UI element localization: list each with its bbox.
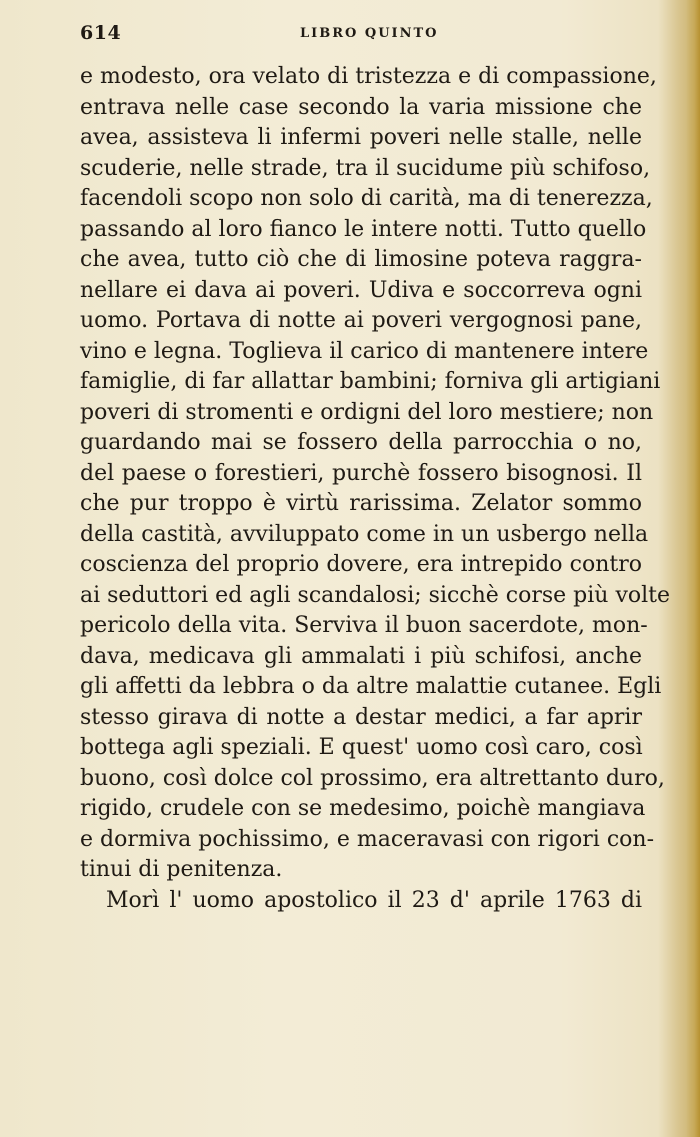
text-line: coscienza del proprio dovere, era intrepido contro bbox=[80, 552, 642, 577]
text-line: pericolo della vita. Serviva il buon sacerdote, mon- bbox=[80, 613, 648, 638]
running-head bbox=[80, 22, 640, 52]
text-line: tinui di penitenza. bbox=[80, 857, 283, 882]
text-line: del paese o forestieri, purchè fossero bisognosi. Il bbox=[80, 460, 642, 486]
text-line: Morì l' uomo apostolico il 23 d' aprile 1763 di bbox=[106, 887, 642, 913]
text-line: e modesto, ora velato di tristezza e di compassione, bbox=[80, 64, 657, 89]
text-line: vino e legna. Toglieva il carico di mantenere intere bbox=[80, 338, 649, 364]
page-number: 614 bbox=[80, 22, 122, 44]
text-line: della castità, avviluppato come in un usbergo nella bbox=[80, 521, 649, 547]
body-text bbox=[80, 62, 671, 916]
text-line: che avea, tutto ciò che di limosine poteva raggra- bbox=[80, 247, 642, 272]
text-line: poveri di stromenti e ordigni del loro mestiere; non bbox=[80, 399, 654, 425]
text-line: bottega agli speziali. E quest' uomo così caro, così bbox=[80, 735, 643, 760]
text-line: avea, assisteva li infermi poveri nelle stalle, nelle bbox=[80, 125, 642, 150]
page-edge-shading bbox=[686, 0, 700, 1137]
text-line: ai seduttori ed agli scandalosi; sicchè corse più volte bbox=[80, 582, 671, 608]
text-line: scuderie, nelle strade, tra il sucidume più schifoso, bbox=[80, 155, 651, 181]
text-line: passando al loro fianco le intere notti. Tutto quello bbox=[80, 216, 647, 242]
text-line: dava, medicava gli ammalati i più schifosi, anche bbox=[80, 643, 642, 669]
text-line: facendoli scopo non solo di carità, ma di tenerezza, bbox=[80, 186, 653, 211]
section-title: LIBRO QUINTO bbox=[300, 26, 439, 41]
text-line: stesso girava di notte a destar medici, a far aprir bbox=[80, 704, 642, 730]
text-line: e dormiva pochissimo, e maceravasi con rigori con- bbox=[80, 826, 655, 852]
text-line: rigido, crudele con se medesimo, poichè mangiava bbox=[80, 796, 646, 821]
text-line: buono, così dolce col prossimo, era altrettanto duro, bbox=[80, 765, 665, 791]
text-line: guardando mai se fossero della parrocchia o no, bbox=[80, 430, 642, 455]
text-line: gli affetti da lebbra o da altre malattie cutanee. Egli bbox=[80, 674, 662, 699]
text-line: uomo. Portava di notte ai poveri vergognosi pane, bbox=[80, 308, 642, 333]
text-line: famiglie, di far allattar bambini; forniva gli artigiani bbox=[80, 369, 661, 394]
text-line: che pur troppo è virtù rarissima. Zelator sommo bbox=[80, 491, 642, 516]
text-line: nellare ei dava ai poveri. Udiva e soccorreva ogni bbox=[80, 277, 642, 303]
text-line: entrava nelle case secondo la varia missione che bbox=[80, 94, 642, 120]
